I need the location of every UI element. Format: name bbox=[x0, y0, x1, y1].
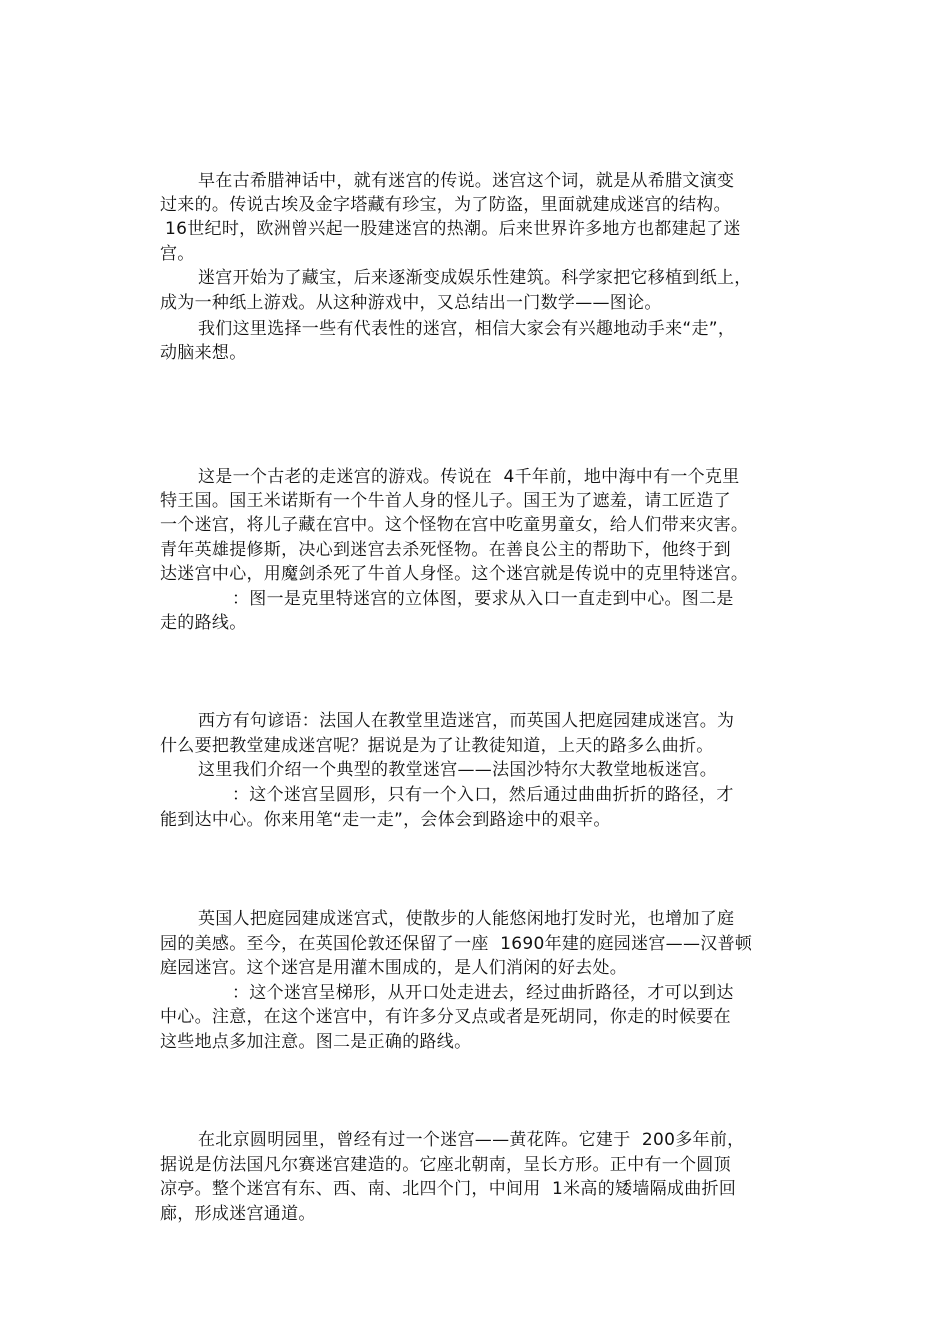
text-line: 英国人把庭园建成迷宫式，使散步的人能悠闲地打发时光，也增加了庭 bbox=[198, 909, 735, 929]
text-line: 过来的。传说古埃及金字塔藏有珍宝，为了防盗，里面就建成迷宫的结构。 bbox=[160, 195, 731, 215]
text-line: 这是一个古老的走迷宫的游戏。传说在 4千年前，地中海中有一个克里 bbox=[198, 467, 740, 487]
text-line: 这些地点多加注意。图二是正确的路线。 bbox=[160, 1032, 472, 1052]
text-line: 凉亭。整个迷宫有东、西、南、北四个门，中间用 1米高的矮墙隔成曲折回 bbox=[160, 1179, 737, 1199]
text-line: 特王国。国王米诺斯有一个牛首人身的怪儿子。国王为了遮羞，请工匠造了 bbox=[160, 491, 731, 511]
text-line: ：这个迷宫呈梯形，从开口处走进去，经过曲折路径，才可以到达 bbox=[232, 983, 734, 1003]
text-line: 西方有句谚语：法国人在教堂里造迷宫，而英国人把庭园建成迷宫。为 bbox=[198, 711, 735, 731]
text-line: 达迷宫中心，用魔剑杀死了牛首人身怪。这个迷宫就是传说中的克里特迷宫。 bbox=[160, 564, 749, 584]
text-line: 早在古希腊神话中，就有迷宫的传说。迷宫这个词，就是从希腊文演变 bbox=[198, 171, 735, 191]
text-line: 在北京圆明园里，曾经有过一个迷宫——黄花阵。它建于 200多年前， bbox=[198, 1130, 745, 1150]
text-line: 迷宫开始为了藏宝，后来逐渐变成娱乐性建筑。科学家把它移植到纸上， bbox=[198, 268, 752, 288]
text-line: 宫。 bbox=[160, 244, 195, 264]
text-line: 中心。注意，在这个迷宫中，有许多分叉点或者是死胡同，你走的时候要在 bbox=[160, 1007, 731, 1027]
text-line: 青年英雄提修斯，决心到迷宫去杀死怪物。在善良公主的帮助下，他终于到 bbox=[160, 540, 731, 560]
text-line: 我们这里选择一些有代表性的迷宫，相信大家会有兴趣地动手来“走”， bbox=[198, 319, 736, 339]
text-line: 走的路线。 bbox=[160, 613, 247, 633]
text-line: 园的美感。至今，在英国伦敦还保留了一座 1690年建的庭园迷宫——汉普顿 bbox=[160, 934, 753, 954]
text-line: 一个迷宫，将儿子藏在宫中。这个怪物在宫中吃童男童女，给人们带来灾害。 bbox=[160, 515, 749, 535]
text-line: 廊，形成迷宫通道。 bbox=[160, 1204, 316, 1224]
text-line: ：这个迷宫呈圆形，只有一个入口，然后通过曲曲折折的路径，才 bbox=[232, 785, 734, 805]
text-line: 动脑来想。 bbox=[160, 343, 247, 363]
text-line: 能到达中心。你来用笔“走一走”，会体会到路途中的艰辛。 bbox=[160, 810, 611, 830]
text-line: 据说是仿法国凡尔赛迷宫建造的。它座北朝南，呈长方形。正中有一个圆顶 bbox=[160, 1155, 731, 1175]
text-line: ：图一是克里特迷宫的立体图，要求从入口一直走到中心。图二是 bbox=[232, 589, 734, 609]
text-line: 什么要把教堂建成迷宫呢？据说是为了让教徒知道，上天的路多么曲折。 bbox=[160, 736, 714, 756]
text-line: 这里我们介绍一个典型的教堂迷宫——法国沙特尔大教堂地板迷宫。 bbox=[198, 760, 717, 780]
text-line: 16世纪时，欧洲曾兴起一股建迷宫的热潮。后来世界许多地方也都建起了迷 bbox=[165, 219, 741, 239]
text-line: 成为一种纸上游戏。从这种游戏中，又总结出一门数学——图论。 bbox=[160, 293, 662, 313]
text-line: 庭园迷宫。这个迷宫是用灌木围成的，是人们消闲的好去处。 bbox=[160, 958, 628, 978]
